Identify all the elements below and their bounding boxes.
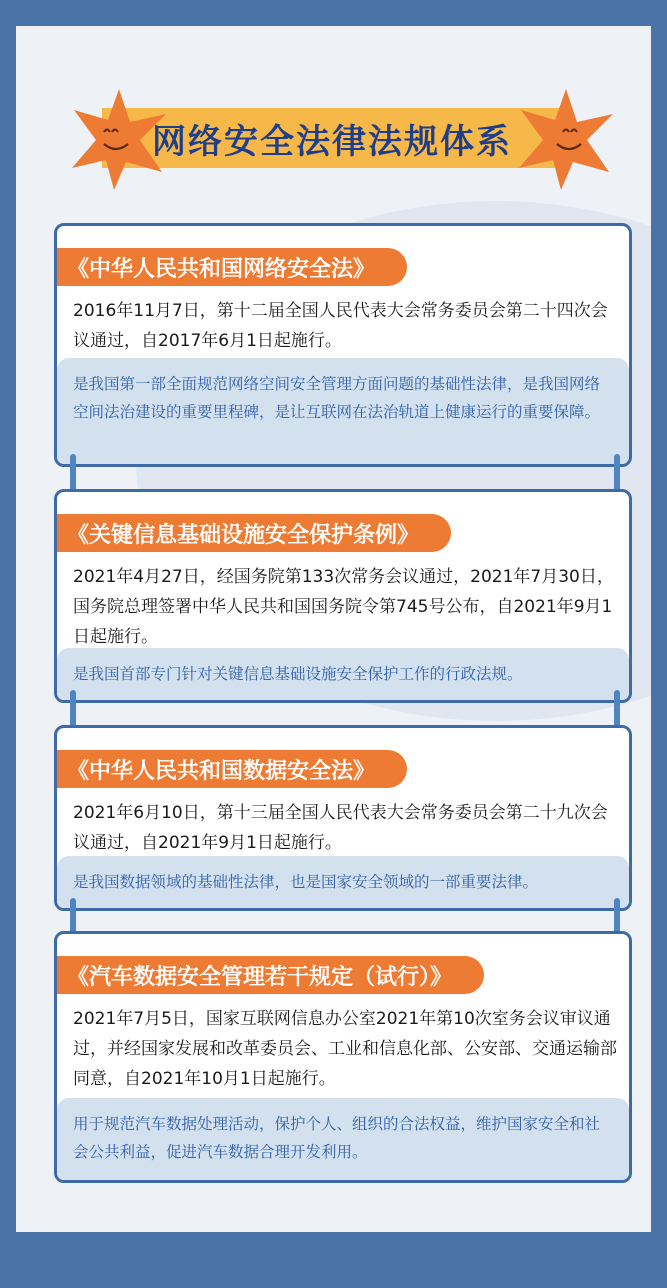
law-card-title: 《关键信息基础设施安全保护条例》 [57,514,451,552]
law-card-description: 是我国第一部全面规范网络空间安全管理方面问题的基础性法律，是我国网络空间法治建设的重要里程碑，是让互联网在法治轨道上健康运行的重要保障。 [57,358,629,464]
infographic-page [16,26,651,1232]
law-card-title: 《汽车数据安全管理若干规定（试行）》 [57,956,484,994]
law-card-body: 2021年7月5日，国家互联网信息办公室2021年第10次室务会议审议通过，并经国家发展和改革委员会、工业和信息化部、公安部、交通运输部同意，自2021年10月1日起施行。 [73,1009,617,1089]
law-card [54,489,632,703]
law-card-body: 2021年4月27日，经国务院第133次常务会议通过，2021年7月30日，国务院总理签署中华人民共和国国务院令第745号公布，自2021年9月1日起施行。 [73,567,614,647]
law-card-description: 是我国数据领域的基础性法律，也是国家安全领域的一部重要法律。 [57,856,629,908]
law-card-title: 《中华人民共和国数据安全法》 [57,750,407,788]
law-card-body: 2021年6月10日，第十三届全国人民代表大会常务委员会第二十九次会议通过，自2021年9月1日起施行。 [73,803,608,853]
law-card [54,725,632,911]
law-card-title: 《中华人民共和国网络安全法》 [57,248,407,286]
law-card [54,223,632,467]
header [16,26,651,236]
law-card-description: 用于规范汽车数据处理活动，保护个人、组织的合法权益，维护国家安全和社会公共利益，促进汽车数据合理开发利用。 [57,1098,629,1180]
law-card [54,931,632,1183]
smiling-star-icon [511,84,621,194]
law-card-body: 2016年11月7日，第十二届全国人民代表大会常务委员会第二十四次会议通过，自2017年6月1日起施行。 [73,301,608,351]
law-card-description: 是我国首部专门针对关键信息基础设施安全保护工作的行政法规。 [57,648,629,700]
smiling-star-icon [64,84,174,194]
page-title: 网络安全法律法规体系 [152,121,512,162]
